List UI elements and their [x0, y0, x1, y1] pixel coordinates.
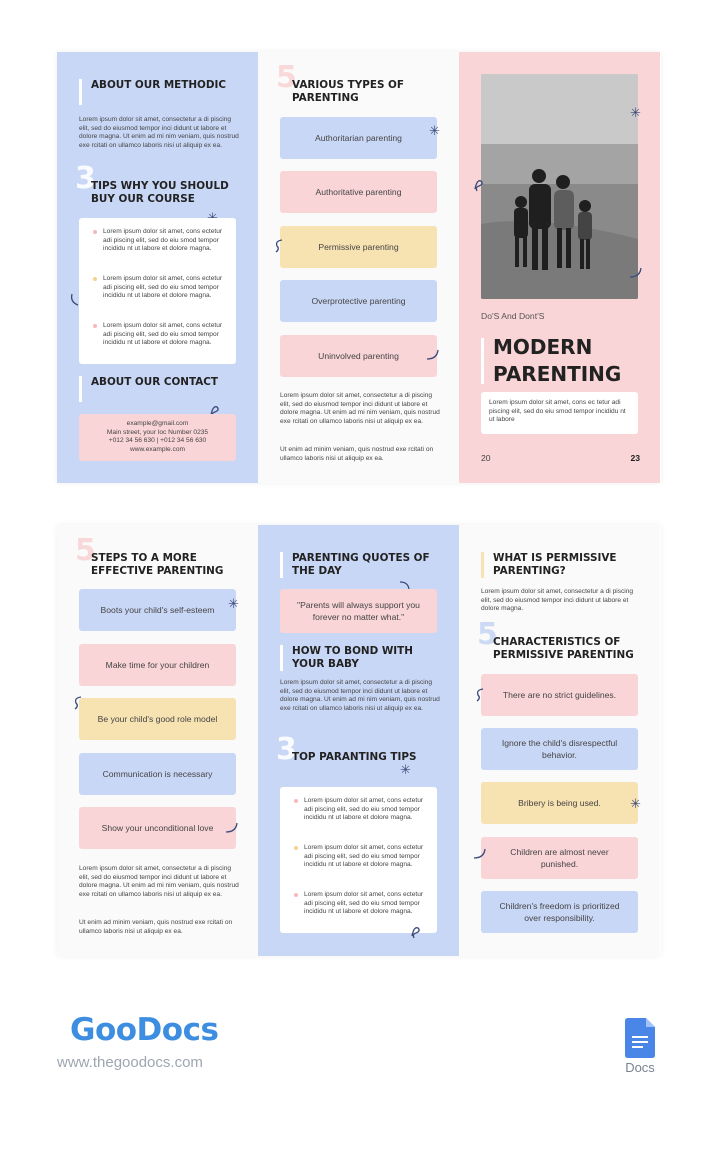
quote-box: "Parents will always support you forever no matter what."	[280, 589, 437, 633]
squiggle-icon	[627, 266, 643, 282]
tip-item: Lorem ipsum dolor sit amet, cons ectetur adi piscing elit, sed do eiu smod tempor incididu nt ut labore et dolore magna.	[93, 228, 228, 254]
cover-subtitle: Do'S And Dont'S	[481, 311, 545, 321]
loop-icon	[473, 687, 489, 703]
type-box: Uninvolved parenting	[280, 335, 437, 377]
contact-phones: +012 34 56 630 | +012 34 56 630	[108, 437, 207, 444]
characteristic-box: Bribery is being used.	[481, 782, 638, 824]
loop-icon	[71, 695, 87, 711]
heading-tips: 3 TIPS WHY YOU SHOULD BUY OUR COURSE	[75, 161, 229, 205]
heading-types: 5 VARIOUS TYPES OF PARENTING	[276, 60, 404, 104]
docs-label: Docs	[625, 1060, 655, 1075]
panel-cover	[459, 52, 660, 483]
google-docs-icon	[625, 1018, 655, 1058]
squiggle-icon	[424, 348, 440, 364]
characteristic-box: Children are almost never punished.	[481, 837, 638, 879]
loop-icon	[471, 176, 487, 192]
asterisk-icon: ✳	[400, 762, 411, 777]
heading-quotes: PARENTING QUOTES OF THE DAY	[280, 552, 445, 578]
squiggle-icon	[223, 821, 239, 837]
panel-steps	[57, 525, 258, 956]
contact-web[interactable]: www.example.com	[130, 445, 185, 453]
brochure-inside-sheet	[57, 525, 661, 956]
heading-bond: HOW TO BOND WITH YOUR BABY	[280, 645, 445, 671]
step-box: Make time for your children	[79, 644, 236, 686]
step-box: Communication is necessary	[79, 753, 236, 795]
step-box: Boots your child's self-esteem	[79, 589, 236, 631]
asterisk-icon: ✳	[630, 105, 641, 120]
asterisk-icon: ✳	[630, 796, 641, 811]
bond-text: Lorem ipsum dolor sit amet, consectetur a di piscing elit, sed do eiusmod tempor inci didunt ut labore et dolore magna. Ut enim ad mi nim veniam, quis nostrud exe rcitati on ullamco laboris nisi ut aliquip ex ea.	[280, 679, 440, 712]
step-box: Show your unconditional love	[79, 807, 236, 849]
panel-parenting-types	[258, 52, 459, 483]
tip-item: Lorem ipsum dolor sit amet, cons ectetur adi piscing elit, sed do eiu smod tempor incididu nt ut labore et dolore magna.	[294, 891, 429, 917]
type-box: Authoritative parenting	[280, 171, 437, 213]
goodocs-logo: GooDocs	[70, 1012, 219, 1048]
about-text: Lorem ipsum dolor sit amet, consectetur a di piscing elit, sed do eiusmod tempor inci didunt ut labore et dolore magna. Ut enim ad mi nim veniam, quis nostrud exe rcitati on ullamco laboris nisi ut aliquip ex ea.	[79, 116, 239, 149]
what-text: Lorem ipsum dolor sit amet, consectetur a di piscing elit, sed do eiusmod tempor inci didunt ut labore et dolore magna.	[481, 588, 634, 613]
squiggle-icon	[471, 847, 487, 863]
heading-contact: ABOUT OUR CONTACT	[79, 376, 244, 389]
heading-top-tips: 3 TOP PARANTING TIPS	[276, 732, 417, 767]
asterisk-icon: ✳	[228, 596, 239, 611]
type-box: Permissive parenting	[280, 226, 437, 268]
goodocs-url[interactable]: www.thegoodocs.com	[57, 1054, 203, 1071]
step-box: Be your child's good role model	[79, 698, 236, 740]
steps-text-2: Ut enim ad minim veniam, quis nostrud exe rcitati on ullamco laboris nisi ut aliquip ex ea.	[79, 919, 233, 935]
heading-about-methodic: ABOUT OUR METHODIC	[79, 79, 244, 92]
family-photo	[481, 74, 638, 299]
tip-item: Lorem ipsum dolor sit amet, cons ectetur adi piscing elit, sed do eiu smod tempor incididu nt ut labore et dolore magna.	[294, 844, 429, 870]
cover-card: Lorem ipsum dolor sit amet, cons ec tetur adi piscing elit, sed do eiu smod tempor incididu nt ut labore	[481, 392, 638, 434]
tips-card	[79, 218, 236, 364]
top-tips-card	[280, 787, 437, 933]
characteristic-box: Children's freedom is prioritized over responsibility.	[481, 891, 638, 933]
tip-item: Lorem ipsum dolor sit amet, cons ectetur adi piscing elit, sed do eiu smod tempor incididu nt ut labore et dolore magna.	[93, 275, 228, 301]
squiggle-icon	[69, 292, 85, 308]
panel-about	[57, 52, 258, 483]
panel-quotes	[258, 525, 459, 956]
contact-address: Main street, your loc Number 0235	[106, 428, 209, 436]
year-right: 23	[630, 453, 640, 463]
heading-steps: 5 STEPS TO A MORE EFFECTIVE PARENTING	[75, 533, 224, 577]
contact-email[interactable]: example@gmail.com	[126, 420, 189, 427]
types-text-2: Ut enim ad minim veniam, quis nostrud exe rcitati on ullamco laboris nisi ut aliquip ex ea.	[280, 446, 434, 462]
types-text: Lorem ipsum dolor sit amet, consectetur a di piscing elit, sed do eiusmod tempor inci didunt ut labore et dolore magna. Ut enim ad mi nim veniam, quis nostrud exe rcitati on ullamco laboris nisi ut aliquip ex ea.	[280, 392, 440, 425]
loop-icon	[272, 238, 288, 254]
brochure-outside-sheet	[57, 52, 661, 483]
contact-card	[79, 414, 236, 461]
panel-permissive	[459, 525, 660, 956]
steps-text: Lorem ipsum dolor sit amet, consectetur a di piscing elit, sed do eiusmod tempor inci didunt ut labore et dolore magna. Ut enim ad mi nim veniam, quis nostrud exe rcitati on ullamco laboris nisi ut aliquip ex ea.	[79, 865, 239, 898]
loop-icon	[408, 923, 424, 939]
characteristic-box: Ignore the child's disrespectful behavior.	[481, 728, 638, 770]
asterisk-icon: ✳	[429, 123, 440, 138]
tip-item: Lorem ipsum dolor sit amet, cons ectetur adi piscing elit, sed do eiu smod tempor incididu nt ut labore et dolore magna.	[93, 322, 228, 348]
heading-characteristics: 5 CHARACTERISTICS OF PERMISSIVE PARENTING	[477, 617, 634, 661]
tip-item: Lorem ipsum dolor sit amet, cons ectetur adi piscing elit, sed do eiu smod tempor incididu nt ut labore et dolore magna.	[294, 797, 429, 823]
cover-title: MODERN PARENTING	[481, 334, 633, 388]
heading-what-permissive: WHAT IS PERMISSIVE PARENTING?	[481, 552, 646, 578]
type-box: Overprotective parenting	[280, 280, 437, 322]
year-left: 20	[481, 453, 491, 463]
type-box: Authoritarian parenting	[280, 117, 437, 159]
characteristic-box: There are no strict guidelines.	[481, 674, 638, 716]
